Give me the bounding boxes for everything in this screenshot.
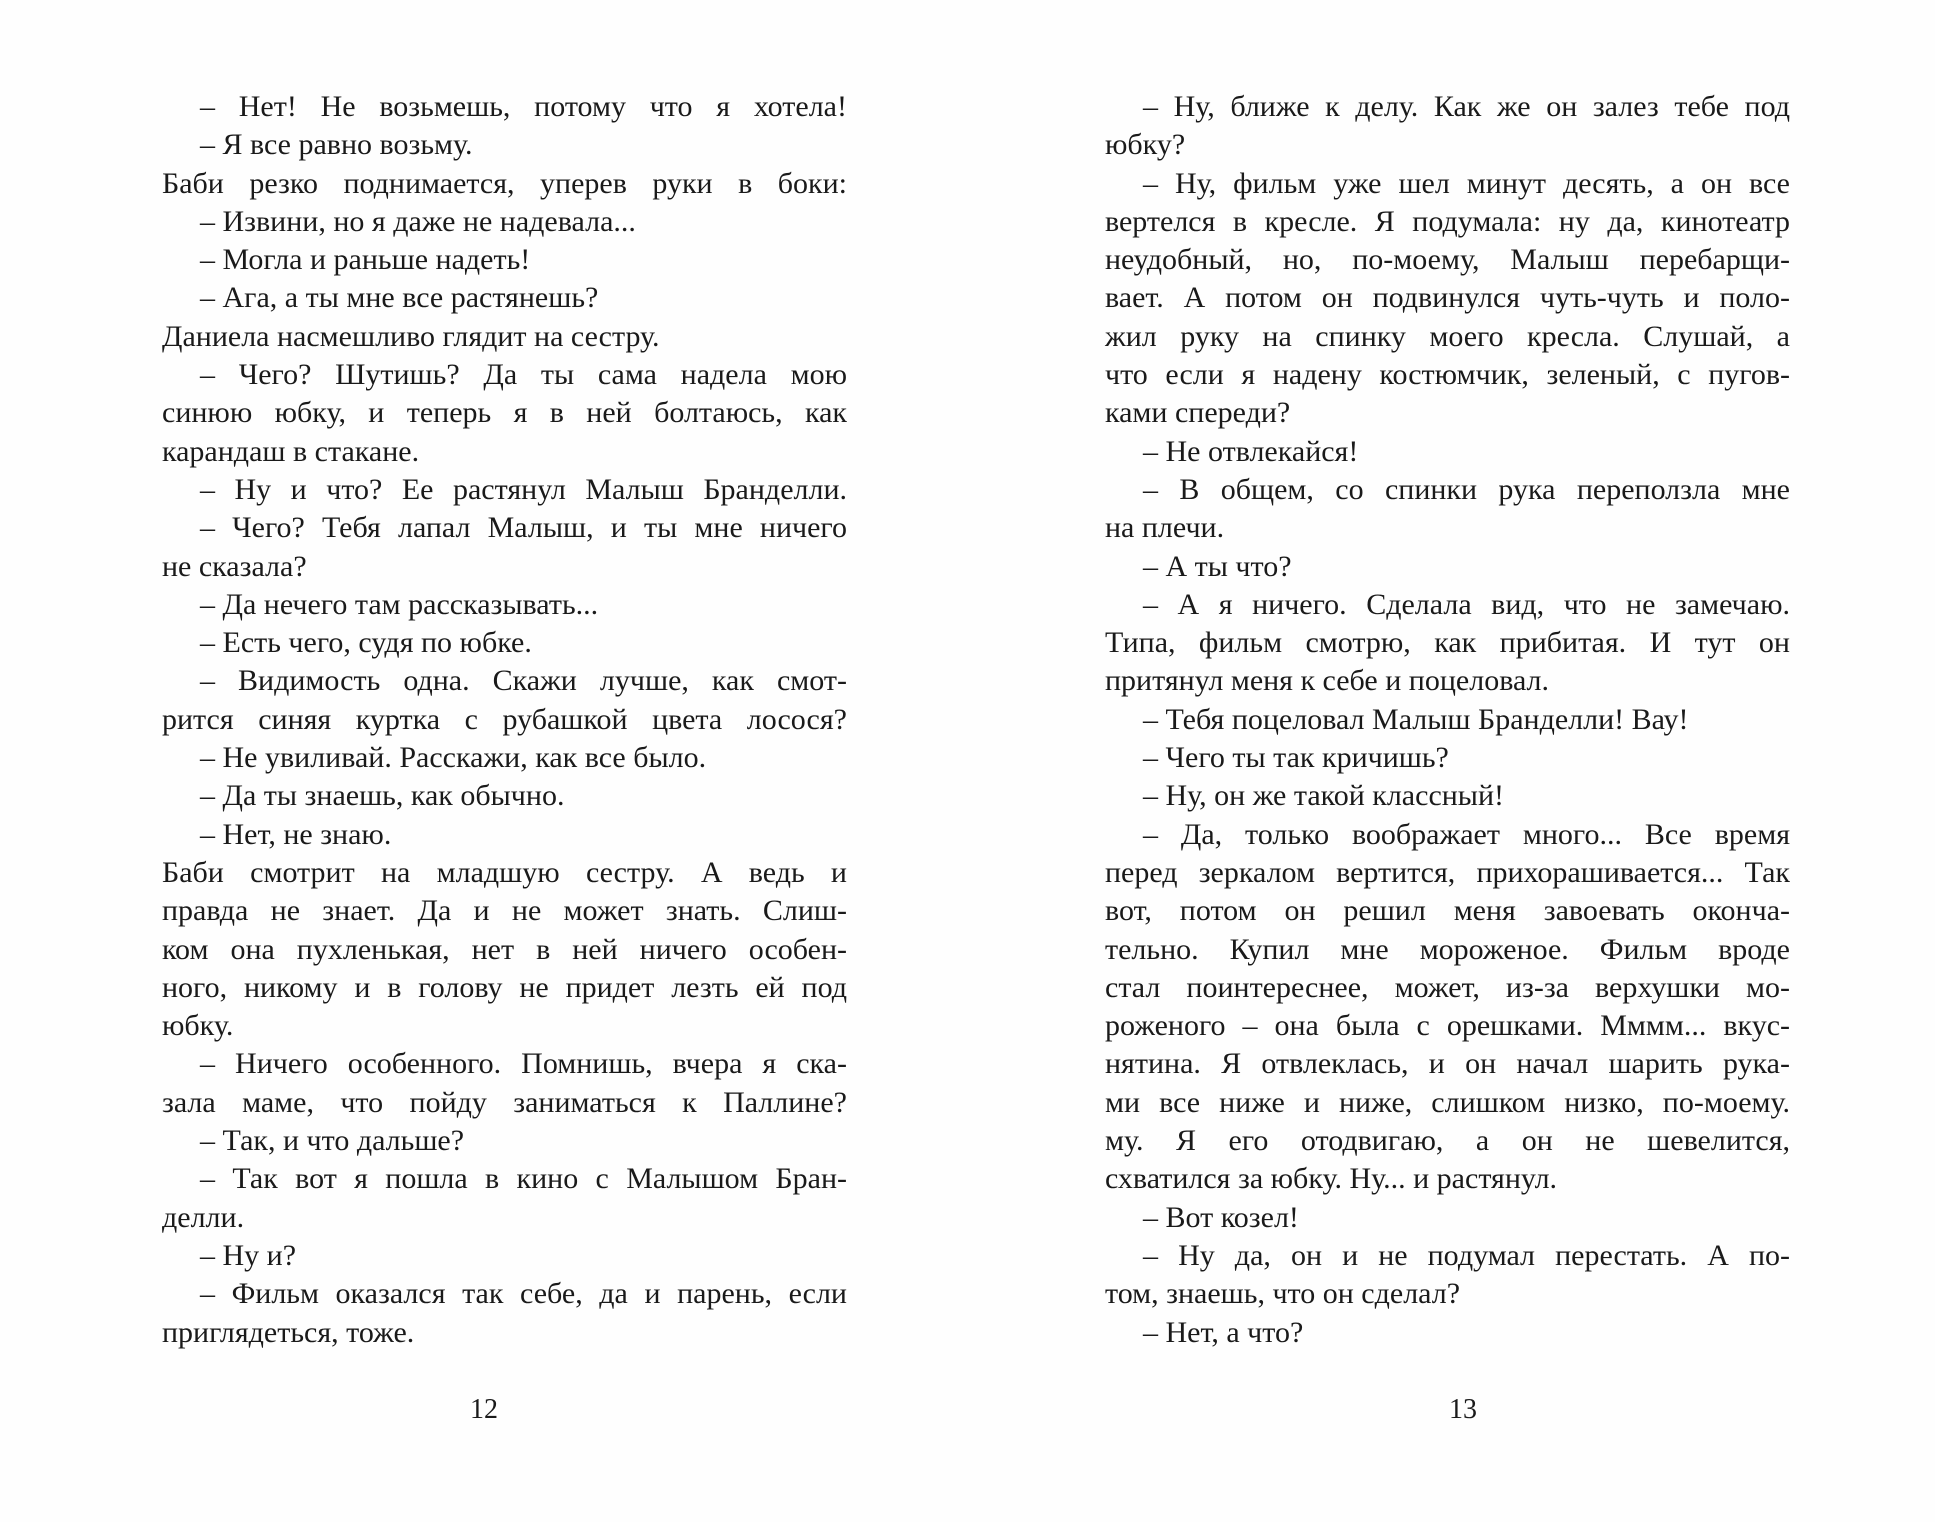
text-line: Типа, фильм смотрю, как прибитая. И тут он — [1105, 626, 1790, 660]
text-line: – Вот козел! — [1143, 1200, 1299, 1234]
text-line: – Ну да, он и не подумал перестать. А по- — [1143, 1238, 1790, 1272]
left-page-text — [162, 88, 847, 1352]
text-line: вает. А потом он подвинулся чуть-чуть и поло- — [1105, 281, 1790, 315]
text-line: – Ага, а ты мне все растянешь? — [200, 281, 599, 315]
text-line: роженого – она была с орешками. Мммм... вкус- — [1105, 1009, 1790, 1043]
text-line: – Могла и раньше надеть! — [200, 243, 531, 277]
text-line: Баби резко поднимается, уперев руки в боки: — [162, 166, 847, 200]
text-line: му. Я его отодвигаю, а он не шевелится, — [1105, 1124, 1790, 1158]
right-page-text — [1105, 88, 1790, 1352]
text-line: неудобный, но, по-моему, Малыш перебарщи- — [1105, 243, 1790, 277]
page-number-left: 12 — [470, 1394, 498, 1425]
text-line: перед зеркалом вертится, прихорашивается... Так — [1105, 855, 1790, 889]
text-line: – Да, только воображает много... Все время — [1143, 817, 1790, 851]
text-line: – А я ничего. Сделала вид, что не замечаю. — [1143, 587, 1790, 621]
text-line: – Чего? Тебя лапал Малыш, и ты мне ничего — [200, 511, 847, 545]
text-line: ми все ниже и ниже, слишком низко, по-моему. — [1105, 1085, 1790, 1119]
text-line: – Фильм оказался так себе, да и парень, если — [200, 1277, 847, 1311]
text-line: Баби смотрит на младшую сестру. А ведь и — [162, 855, 847, 889]
text-line: не сказала? — [162, 549, 307, 583]
text-line: – Тебя поцеловал Малыш Бранделли! Вау! — [1143, 702, 1689, 736]
text-line: на плечи. — [1105, 511, 1225, 545]
text-line: стал поинтереснее, может, из-за верхушки мо- — [1105, 970, 1790, 1004]
text-line: – Извини, но я даже не надевала... — [200, 204, 636, 238]
text-line: синюю юбку, и теперь я в ней болтаюсь, как — [162, 396, 847, 430]
text-line: – Ну, ближе к делу. Как же он залез тебе под — [1143, 90, 1790, 123]
text-line: Даниела насмешливо глядит на сестру. — [162, 319, 660, 353]
text-line: – А ты что? — [1143, 549, 1292, 583]
text-line: рится синяя куртка с рубашкой цвета лосося? — [162, 702, 847, 736]
text-line: притянул меня к себе и поцеловал. — [1105, 664, 1550, 698]
text-line: – Да нечего там рассказывать... — [200, 587, 599, 621]
text-line: жил руку на спинку моего кресла. Слушай, а — [1105, 319, 1790, 353]
text-line: – Нет, не знаю. — [200, 817, 392, 851]
text-line: – Я все равно возьму. — [200, 128, 473, 162]
text-line: – Ну и? — [200, 1238, 297, 1272]
text-line: что если я надену костюмчик, зеленый, с пугов- — [1105, 358, 1790, 392]
text-line: юбку? — [1105, 128, 1186, 162]
text-line: – Не отвлекайся! — [1143, 434, 1359, 468]
text-line: – Нет, а что? — [1143, 1315, 1304, 1349]
text-line: ками спереди? — [1105, 396, 1291, 430]
text-line: – Ну, фильм уже шел минут десять, а он все — [1143, 166, 1790, 200]
text-line: – Ну, он же такой классный! — [1143, 779, 1505, 813]
text-line: нятина. Я отвлеклась, и он начал шарить рука- — [1105, 1047, 1790, 1081]
text-line: – Так, и что дальше? — [200, 1124, 465, 1158]
text-line: – Ну и что? Ее растянул Малыш Бранделли. — [200, 472, 847, 506]
text-line: приглядеться, тоже. — [162, 1315, 415, 1349]
text-line: вертелся в кресле. Я подумала: ну да, кинотеатр — [1105, 204, 1790, 238]
text-line: том, знаешь, что он сделал? — [1105, 1277, 1461, 1311]
text-line: тельно. Купил мне мороженое. Фильм вроде — [1105, 932, 1790, 966]
text-line: – Так вот я пошла в кино с Малышом Бран- — [200, 1162, 847, 1196]
text-line: юбку. — [162, 1009, 234, 1043]
text-line: зала маме, что пойду заниматься к Паллине? — [162, 1085, 847, 1119]
text-line: – Чего ты так кричишь? — [1143, 741, 1449, 775]
text-line: – Есть чего, судя по юбке. — [200, 626, 532, 660]
text-line: – Да ты знаешь, как обычно. — [200, 779, 565, 813]
text-line: делли. — [162, 1200, 245, 1234]
text-line: – Видимость одна. Скажи лучше, как смот- — [200, 664, 847, 698]
text-line: – Ничего особенного. Помнишь, вчера я ска- — [200, 1047, 847, 1081]
text-line: – Чего? Шутишь? Да ты сама надела мою — [200, 358, 847, 392]
text-line: правда не знает. Да и не может знать. Слиш- — [162, 894, 847, 928]
text-line: ного, никому и в голову не придет лезть ей под — [162, 970, 847, 1004]
page-number-right: 13 — [1449, 1394, 1477, 1425]
text-line: – Не увиливай. Расскажи, как все было. — [200, 741, 707, 775]
text-line: – Нет! Не возьмешь, потому что я хотела! — [200, 90, 847, 123]
text-line: – В общем, со спинки рука переползла мне — [1143, 472, 1790, 506]
text-line: вот, потом он решил меня завоевать оконча- — [1105, 894, 1790, 928]
text-line: ком она пухленькая, нет в ней ничего особен- — [162, 932, 847, 966]
text-line: карандаш в стакане. — [162, 434, 420, 468]
text-line: схватился за юбку. Ну... и растянул. — [1105, 1162, 1558, 1196]
